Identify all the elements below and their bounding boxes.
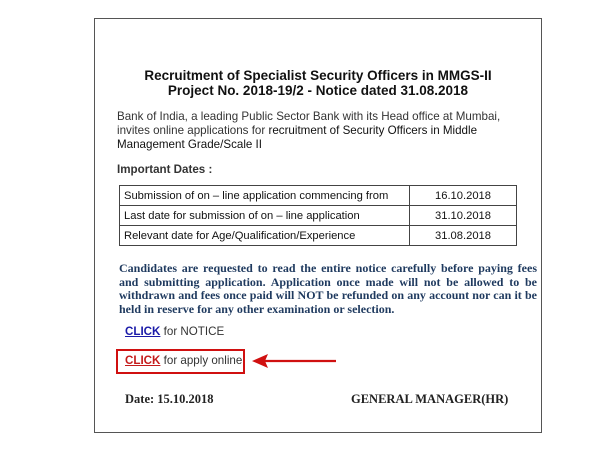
apply-link-row bbox=[125, 354, 242, 367]
click-for-notice-link[interactable]: CLICK bbox=[125, 325, 161, 338]
notice-link-caption: for NOTICE bbox=[163, 325, 225, 338]
notice-title: Recruitment of Specialist Security Officers in MMGS-II bbox=[144, 68, 492, 83]
notice-document bbox=[94, 18, 542, 433]
left-arrow-icon bbox=[252, 353, 338, 369]
date-value-cell: 31.08.2018 bbox=[410, 226, 517, 246]
click-apply-online-link[interactable]: CLICK bbox=[125, 354, 161, 367]
intro-paragraph bbox=[117, 110, 517, 152]
date-event-cell: Submission of on – line application commencing from bbox=[120, 186, 410, 206]
table-row bbox=[120, 206, 517, 226]
notice-link-row bbox=[125, 325, 224, 338]
intro-text-highlight: recruitment of Security Officers in Middle Management Grade/Scale II bbox=[117, 124, 478, 151]
table-row bbox=[120, 226, 517, 246]
instruction-paragraph: Candidates are requested to read the entire notice carefully before paying fees and submitting application. Application once made will not be allowed to be withdrawn and fees once paid will NOT be refunded on any account nor can it be held in reserve for any other examination or selection. bbox=[119, 261, 537, 316]
date-value-cell: 31.10.2018 bbox=[410, 206, 517, 226]
date-event-cell: Last date for submission of on – line application bbox=[120, 206, 410, 226]
important-dates-table bbox=[119, 185, 517, 246]
apply-link-caption: for apply online bbox=[163, 354, 243, 367]
intro-text: Bank of India, a leading Public Sector Bank with its Head office at Mumbai, invites online applications for bbox=[117, 110, 501, 137]
date-event-cell: Relevant date for Age/Qualification/Experience bbox=[120, 226, 410, 246]
notice-subtitle: Project No. 2018-19/2 - Notice dated 31.08.2018 bbox=[167, 83, 469, 98]
notice-date: Date: 15.10.2018 bbox=[125, 392, 214, 406]
important-dates-label: Important Dates : bbox=[117, 163, 213, 176]
signatory: GENERAL MANAGER(HR) bbox=[351, 392, 509, 406]
date-value-cell: 16.10.2018 bbox=[410, 186, 517, 206]
table-row bbox=[120, 186, 517, 206]
